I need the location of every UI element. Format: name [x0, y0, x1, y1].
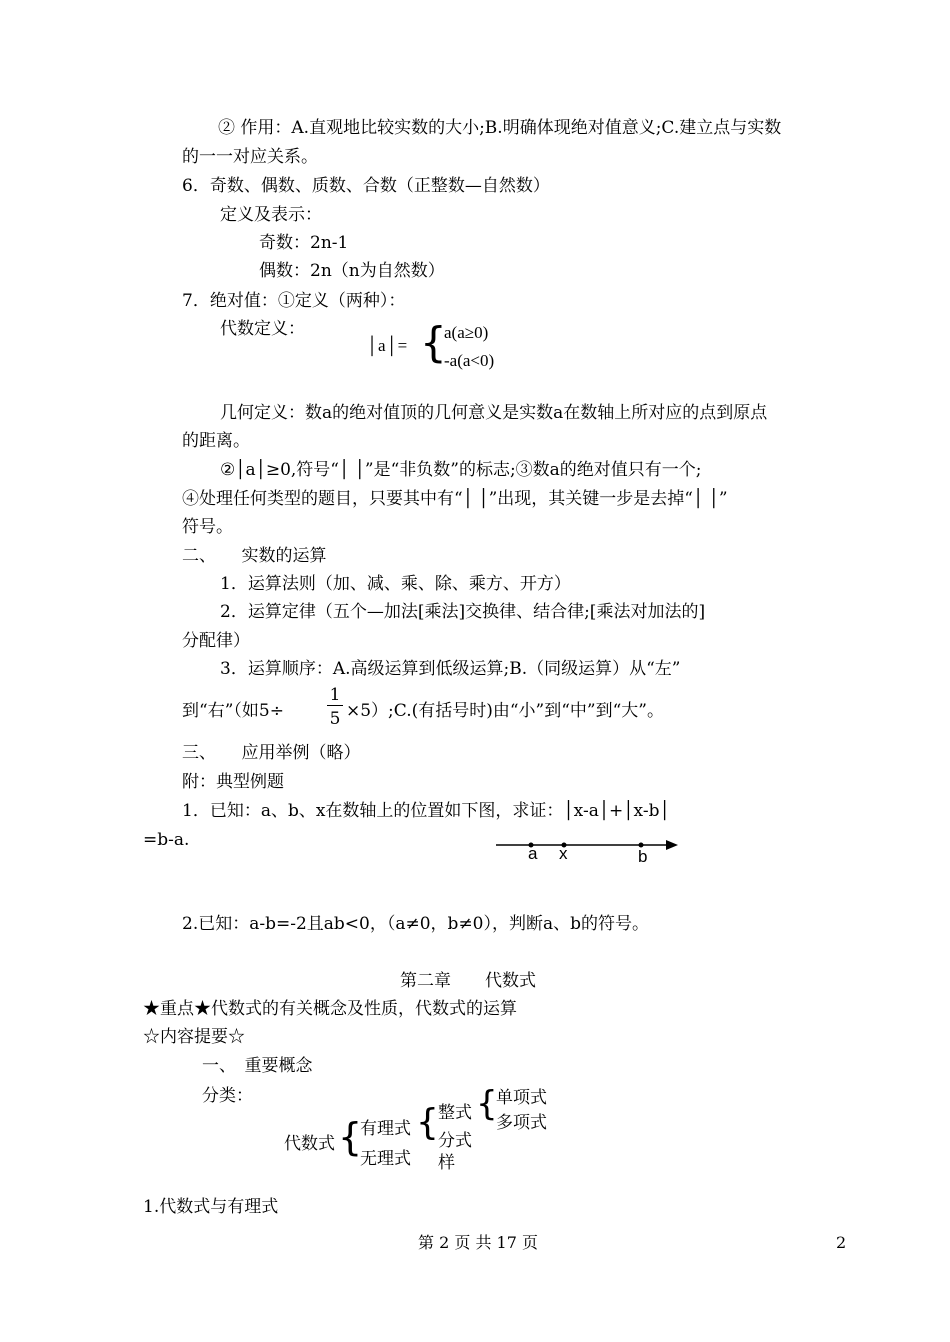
content-summary-heading: ☆内容提要☆ — [143, 1027, 245, 1047]
key-points: ★重点★代数式的有关概念及性质，代数式的运算 — [143, 999, 517, 1019]
tree-rational: 有理式 — [360, 1119, 411, 1139]
text-line: =b-a. — [143, 830, 190, 850]
number-line — [494, 834, 684, 868]
text-line: 偶数：2n（n为自然数） — [259, 261, 445, 281]
point-a-label: a — [528, 844, 538, 863]
left-brace-icon: { — [476, 1084, 498, 1124]
fraction-bar — [327, 705, 343, 706]
text-line: 奇数：2n-1 — [259, 233, 349, 253]
text-line: ②│a│≥0,符号“│ │”是“非负数”的标志;③数a的绝对值只有一个; — [220, 460, 702, 480]
tree-irrational: 无理式 — [360, 1149, 411, 1169]
tree-polynomial: 多项式 — [496, 1113, 547, 1133]
page-number: 2 — [836, 1233, 847, 1252]
text-line: 分类： — [202, 1086, 253, 1106]
text-line: 附：典型例题 — [182, 772, 284, 792]
section-heading: 二、 实数的运算 — [182, 546, 327, 566]
tree-fractional-tail: 样 — [438, 1153, 455, 1173]
page-footer: 第 2 页 共 17 页 — [418, 1233, 538, 1252]
text-line: 定义及表示： — [220, 205, 322, 225]
text-line: 7．绝对值：①定义（两种）： — [182, 291, 406, 311]
text-line: 1．运算法则（加、减、乘、除、乘方、开方） — [220, 574, 571, 594]
text-line: 2.已知：a-b=-2且ab<0，（a≠0，b≠0），判断a、b的符号。 — [182, 914, 650, 934]
text-line: 1．已知：a、b、x在数轴上的位置如下图，求证：│x-a│+│x-b│ — [182, 801, 670, 821]
point-x-label: x — [559, 844, 568, 863]
tree-fractional: 分式 — [438, 1131, 472, 1151]
point-b-label: b — [638, 847, 648, 866]
fraction-denominator: 5 — [329, 709, 341, 729]
section-heading: 三、 应用举例（略） — [182, 743, 361, 763]
text-line: 的一一对应关系。 — [182, 147, 318, 167]
text-line: 符号。 — [182, 517, 233, 537]
text-line: 几何定义：数a的绝对值顶的几何意义是实数a在数轴上所对应的点到原点 — [220, 403, 768, 423]
abs-lhs: │a│= — [366, 336, 408, 355]
left-brace-icon: { — [416, 1102, 439, 1143]
tree-monomial: 单项式 — [496, 1088, 547, 1108]
section-heading: 一、 重要概念 — [202, 1056, 313, 1076]
subsection-heading: 1.代数式与有理式 — [143, 1197, 279, 1217]
text-line: 分配律） — [182, 631, 250, 651]
left-brace-icon: { — [420, 318, 447, 367]
text-line: 3．运算顺序：A.高级运算到低级运算;B.（同级运算）从“左” — [220, 659, 681, 679]
tree-integral: 整式 — [438, 1103, 472, 1123]
text-line: ×5）;C.(有括号时)由“小”到“中”到“大”。 — [346, 701, 665, 721]
text-line: ④处理任何类型的题目，只要其中有“│ │”出现，其关键一步是去掉“│ │” — [182, 489, 728, 509]
text-line: 代数定义： — [220, 319, 305, 339]
abs-case-nonneg: a(a≥0) — [444, 323, 489, 342]
abs-case-neg: -a(a<0) — [444, 351, 495, 370]
text-line: 2．运算定律（五个—加法[乘法]交换律、结合律;[乘法对加法的] — [220, 602, 706, 622]
arrow-right-icon — [666, 840, 678, 850]
fraction — [327, 686, 343, 728]
chapter-title: 第二章 代数式 — [400, 971, 536, 991]
text-line: 6．奇数、偶数、质数、合数（正整数—自然数） — [182, 176, 550, 196]
text-line: 到“右”（如5÷ — [182, 701, 284, 721]
text-line: ② 作用：A.直观地比较实数的大小;B.明确体现绝对值意义;C.建立点与实数 — [218, 118, 782, 138]
tree-root: 代数式 — [284, 1134, 335, 1154]
fraction-numerator: 1 — [329, 685, 341, 705]
left-brace-icon: { — [338, 1115, 363, 1159]
text-line: 的距离。 — [182, 431, 250, 451]
